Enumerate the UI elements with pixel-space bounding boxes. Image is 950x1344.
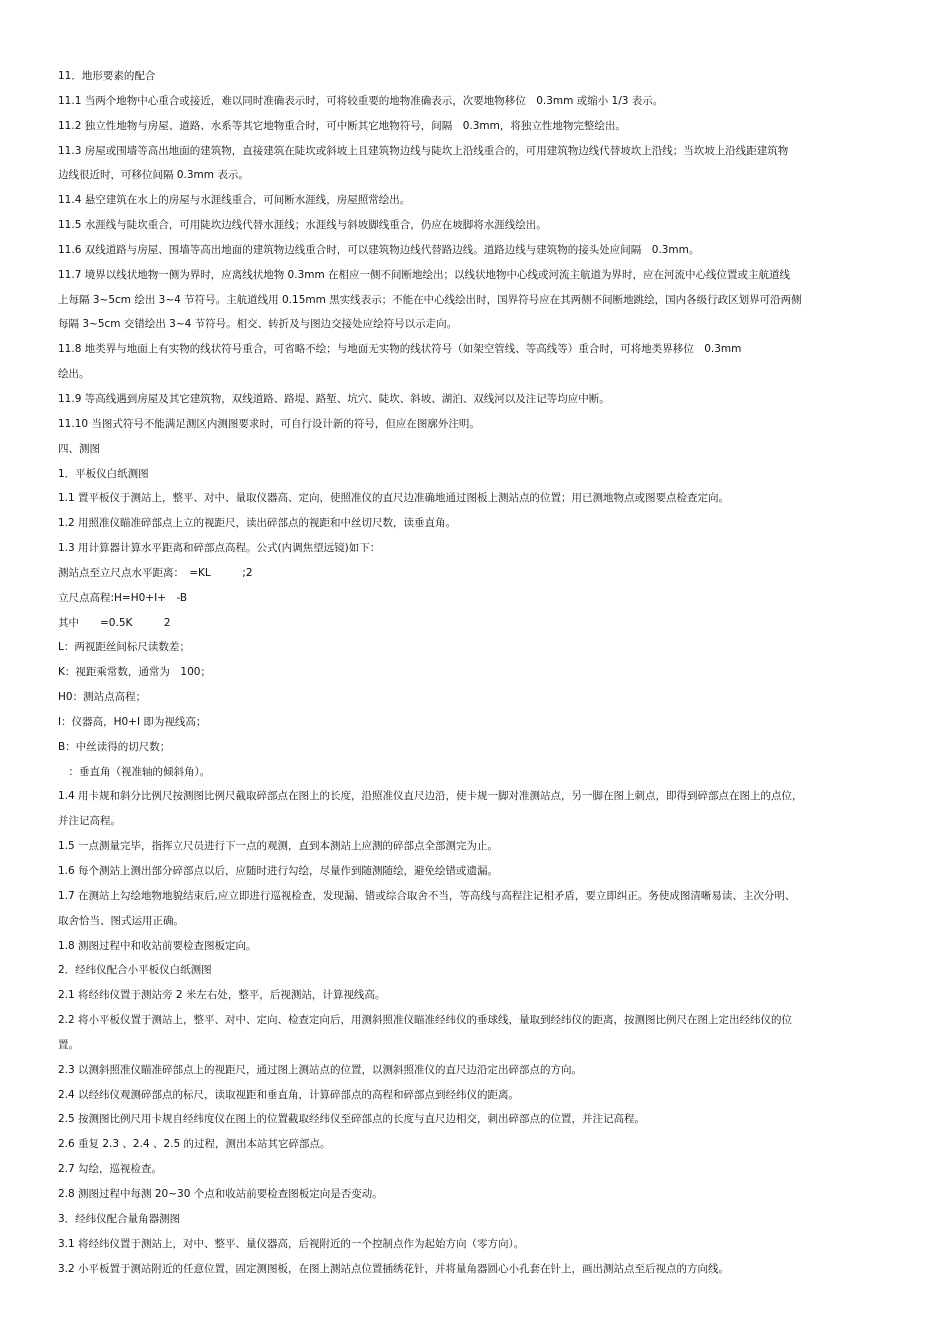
text-line: 2.3 以测斜照准仪瞄准碎部点上的视距尺，通过图上测站点的位置，以测斜照准仪的直尺边沿定出碎部点的方向。 — [58, 1063, 583, 1076]
text-line: 1.4 用卡规和斜分比例尺按测图比例尺截取碎部点在图上的长度，沿照准仪直尺边沿，使卡规一脚对准测站点，另一脚在图上刺点，即得到碎部点在图上的点位， — [58, 790, 803, 803]
formula-line: 其中 =0.5K 2 — [58, 616, 171, 629]
text-line: 11.1 当两个地物中心重合或接近，难以同时准确表示时，可将较重要的地物准确表示，次要地物移位 0.3mm 或缩小 1/3 表示。 — [58, 94, 664, 107]
definition-line: B：中丝读得的切尺数； — [58, 740, 171, 753]
text-line: 11.7 境界以线状地物一侧为界时，应离线状地物 0.3mm 在相应一侧不间断地绘出；以线状地物中心线或河流主航道为界时，应在河流中心线位置或主航道线 — [58, 268, 791, 281]
definition-line: L：两视距丝间标尺读数差； — [58, 641, 190, 654]
text-line: 2.2 将小平板仪置于测站上，整平、对中、定向、检查定向后，用测斜照准仪瞄准经纬仪的垂球线，量取到经纬仪的距离，按测图比例尺在图上定出经纬仪的位 — [58, 1014, 793, 1027]
formula-line: 立尺点高程:H=H0+I+ -B — [58, 591, 188, 604]
text-line: 1.2 用照准仪瞄准碎部点上立的视距尺，读出碎部点的视距和中丝切尺数，读垂直角。 — [58, 517, 457, 530]
definition-line: K：视距乘常数，通常为 100； — [58, 666, 211, 679]
text-line: 11.5 水涯线与陡坎重合，可用陡坎边线代替水涯线；水涯线与斜坡脚线重合，仍应在坡脚将水涯线绘出。 — [58, 219, 547, 232]
definition-line: ：垂直角（视准轴的倾斜角）。 — [58, 765, 211, 778]
text-line: 2.7 勾绘，巡视检查。 — [58, 1163, 163, 1176]
definition-line: H0：测站点高程； — [58, 691, 147, 704]
text-line: 2.8 测图过程中每测 20~30 个点和收站前要检查图板定向是否变动。 — [58, 1187, 383, 1200]
text-line: 2.4 以经纬仪观测碎部点的标尺，读取视距和垂直角，计算碎部点的高程和碎部点到经纬仪的距离。 — [58, 1088, 520, 1101]
text-line: 11.2 独立性地物与房屋、道路、水系等其它地物重合时，可中断其它地物符号，间隔 0.3mm，将独立性地物完整绘出。 — [58, 119, 626, 132]
text-line: 11.3 房屋或围墙等高出地面的建筑物，直接建筑在陡坎或斜坡上且建筑物边线与陡坎上沿线重合的，可用建筑物边线代替坡坎上沿线；当坎坡上沿线距建筑物 — [58, 144, 789, 157]
text-line: 置。 — [58, 1038, 79, 1051]
subsection-heading: 3．经纬仪配合量角器测图 — [58, 1212, 181, 1225]
text-line: 1.5 一点测量完毕，指挥立尺员进行下一点的观测，直到本测站上应测的碎部点全部测完为止。 — [58, 840, 499, 853]
text-line: 1.6 每个测站上测出部分碎部点以后，应随时进行勾绘，尽量作到随测随绘，避免绘错或遗漏。 — [58, 865, 499, 877]
text-line: 2.5 按测图比例尺用卡规自经纬度仪在图上的位置截取经纬仪至碎部点的长度与直尺边相交，刺出碎部点的位置，并注记高程。 — [58, 1113, 646, 1126]
definition-line: I：仪器高，H0+I 即为视线高； — [58, 715, 207, 728]
text-line: 11.8 地类界与地面上有实物的线状符号重合，可省略不绘；与地面无实物的线状符号（如架空管线、等高线等）重合时，可将地类界移位 0.3mm — [58, 343, 742, 356]
document-page — [58, 64, 906, 1281]
text-line: 边线很近时，可移位间隔 0.3mm 表示。 — [58, 169, 249, 182]
text-line: 11.9 等高线遇到房屋及其它建筑物，双线道路、路堤、路堑、坑穴、陡坎、斜坡、湖泊、双线河以及注记等均应中断。 — [58, 392, 610, 405]
text-line: 每隔 3~5cm 交错绘出 3~4 节符号。相交、转折及与图边交接处应绘符号以示走向。 — [58, 318, 458, 331]
text-line: 绘出。 — [58, 368, 90, 381]
subsection-heading: 1．平板仪白纸测图 — [58, 467, 149, 480]
text-line: 1.1 置平板仪于测站上，整平、对中、量取仪器高、定向，使照准仪的直尺边准确地通过图板上测站点的位置；用已测地物点或图要点检查定向。 — [58, 492, 730, 505]
text-line: 1.7 在测站上勾绘地物地貌结束后,应立即进行巡视检查，发现漏、错或综合取舍不当，等高线与高程注记相矛盾，要立即纠正。务使成图清晰易读、主次分明、 — [58, 889, 796, 902]
text-line: 取舍恰当、图式运用正确。 — [58, 914, 184, 927]
formula-line: 测站点至立尺点水平距离： =KL ;2 — [58, 566, 253, 579]
text-line: 11．地形要素的配合 — [58, 70, 156, 82]
text-line: 3.2 小平板置于测站附近的任意位置，固定测图板，在图上测站点位置插绣花针，并将量角器圆心小孔套在针上，画出测站点至后视点的方向线。 — [58, 1262, 730, 1275]
section-heading: 四、测图 — [58, 442, 100, 455]
text-line: 2.1 将经纬仪置于测站旁 2 米左右处，整平，后视测站，计算视线高。 — [58, 989, 386, 1002]
text-line: 3.1 将经纬仪置于测站上，对中、整平、量仪器高，后视附近的一个控制点作为起始方向（零方向）。 — [58, 1237, 525, 1250]
text-line: 1.8 测图过程中和收站前要检查图板定向。 — [58, 939, 257, 952]
text-line: 上每隔 3~5cm 绘出 3~4 节符号。主航道线用 0.15mm 黑实线表示；不能在中心线绘出时，国界符号应在其两侧不间断地跳绘，国内各级行政区划界可沿两侧 — [58, 293, 802, 306]
text-line: 11.4 悬空建筑在水上的房屋与水涯线重合，可间断水涯线，房屋照常绘出。 — [58, 194, 411, 207]
text-line: 1.3 用计算器计算水平距离和碎部点高程。公式(内调焦望远镜)如下： — [58, 542, 381, 555]
text-line: 11.10 当图式符号不能满足测区内测图要求时，可自行设计新的符号，但应在图廓外注明。 — [58, 417, 480, 430]
text-line: 2.6 重复 2.3 、2.4 、2.5 的过程，测出本站其它碎部点。 — [58, 1138, 331, 1151]
text-line: 11.6 双线道路与房屋、围墙等高出地面的建筑物边线重合时，可以建筑物边线代替路边线。道路边线与建筑物的接头处应间隔 0.3mm。 — [58, 243, 700, 256]
subsection-heading: 2．经纬仪配合小平板仪白纸测图 — [58, 964, 212, 977]
text-line: 并注记高程。 — [58, 815, 121, 828]
